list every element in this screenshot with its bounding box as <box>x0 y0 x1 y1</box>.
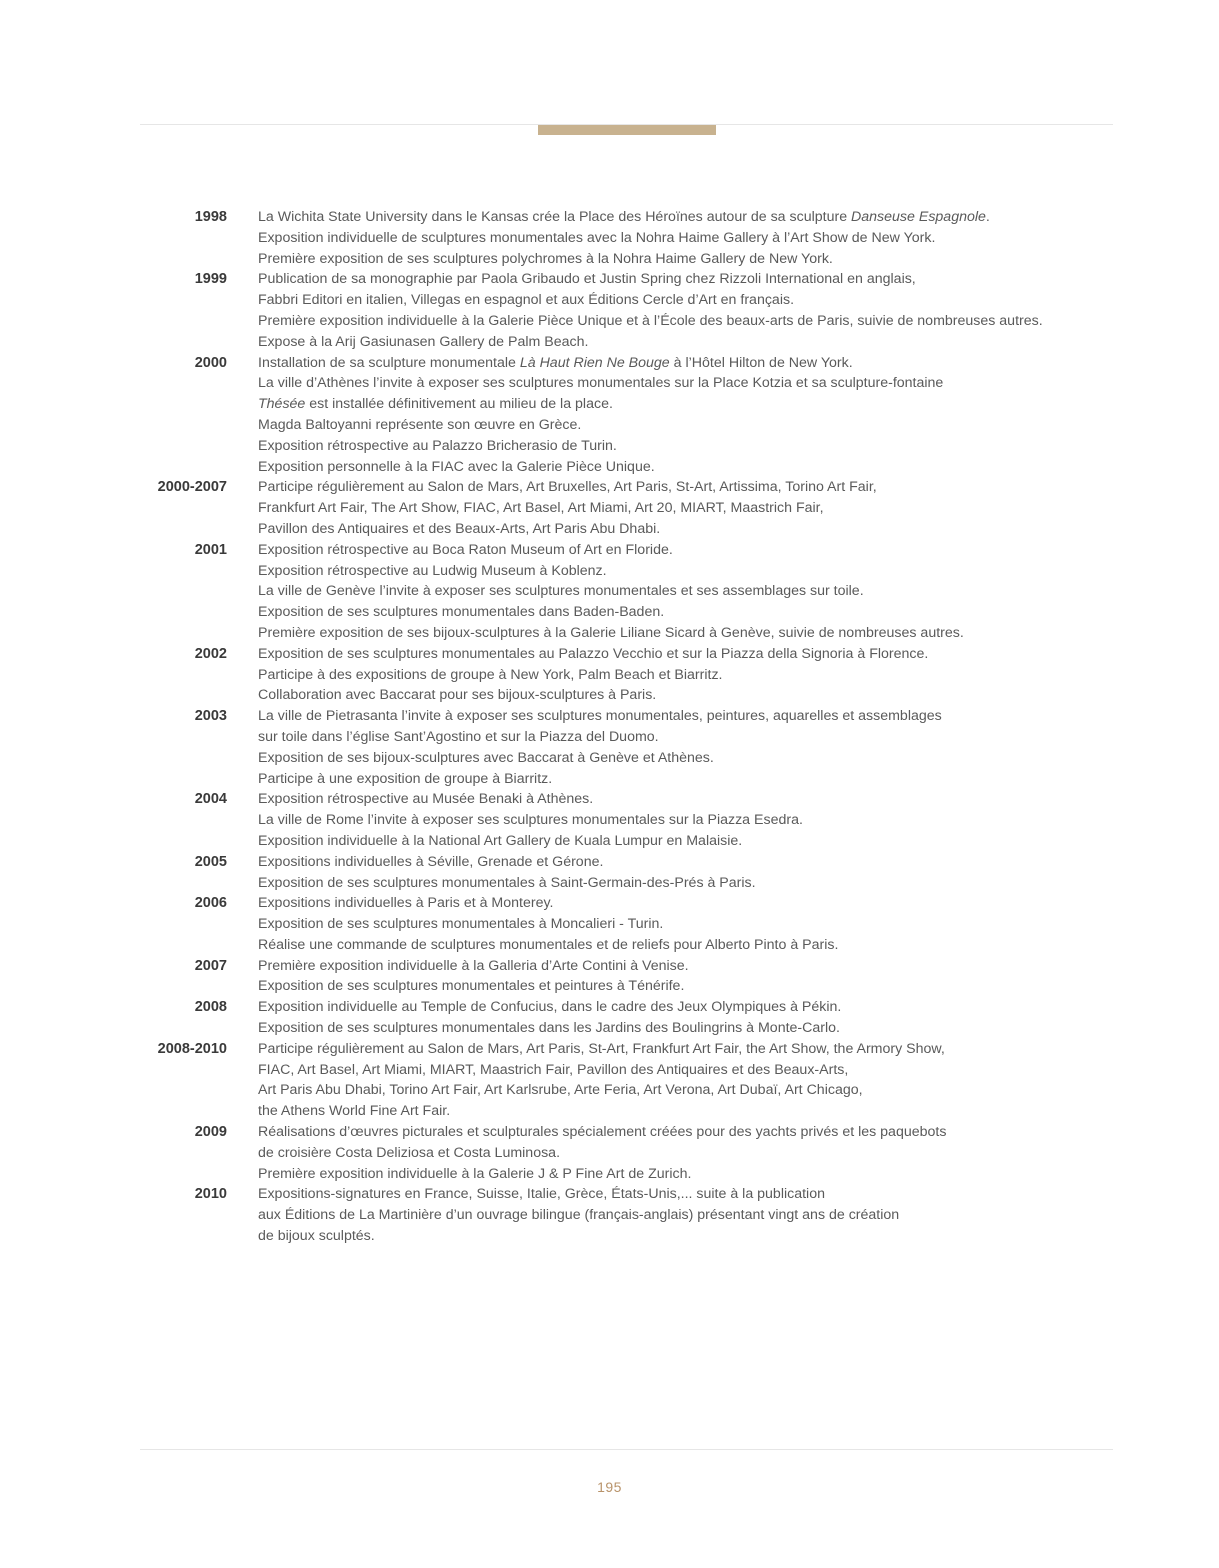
entry-year: 2001 <box>194 541 227 558</box>
line-text: Réalise une commande de sculptures monumentales et de reliefs pour Alberto Pinto à Paris. <box>258 936 839 953</box>
line-text: Exposition de ses sculptures monumentales à Saint-Germain-des-Prés à Paris. <box>258 874 756 891</box>
entry-description <box>258 644 928 706</box>
entry-line <box>258 394 943 415</box>
entry-description <box>258 852 756 894</box>
line-text: Exposition personnelle à la FIAC avec la Galerie Pièce Unique. <box>258 458 655 475</box>
line-text: Participe régulièrement au Salon de Mars, Art Bruxelles, Art Paris, St-Art, Artissima, Torino Art Fair, <box>258 479 877 496</box>
entry-year: 2007 <box>194 957 227 974</box>
entry-line <box>258 1184 899 1205</box>
entry-line <box>258 1164 946 1185</box>
entry-line <box>258 249 990 270</box>
artwork-title: Là Haut Rien Ne Bouge <box>519 354 670 371</box>
chronology-entry <box>0 353 1219 478</box>
entry-year: 2008-2010 <box>157 1040 227 1057</box>
line-text: La ville de Genève l’invite à exposer ses sculptures monumentales et ses assemblages sur toile. <box>258 583 864 600</box>
entry-description <box>258 269 1043 352</box>
line-text: Réalisations d’œuvres picturales et sculpturales spécialement créées pour des yachts privés et les paquebots <box>258 1124 947 1141</box>
chronology-list <box>0 207 1219 1247</box>
page-number: 195 <box>597 1479 622 1495</box>
entry-year: 2010 <box>194 1186 227 1203</box>
entry-year: 2003 <box>194 708 227 725</box>
entry-description <box>258 353 943 478</box>
chronology-entry <box>0 852 1219 894</box>
entry-year: 2004 <box>194 791 227 808</box>
entry-line <box>258 852 756 873</box>
entry-line <box>258 665 928 686</box>
entry-line <box>258 789 803 810</box>
line-text: the Athens World Fine Art Fair. <box>258 1103 451 1120</box>
entry-line <box>258 914 838 935</box>
line-text: Magda Baltoyanni représente son œuvre en Grèce. <box>258 416 582 433</box>
entry-line <box>258 623 964 644</box>
line-text: Fabbri Editori en italien, Villegas en espagnol et aux Éditions Cercle d’Art en français. <box>258 292 795 309</box>
entry-line <box>258 644 928 665</box>
entry-year: 2006 <box>194 895 227 912</box>
entry-year: 2000 <box>194 354 227 371</box>
line-text: est installée définitivement au milieu de la place. <box>305 396 613 413</box>
line-text: aux Éditions de La Martinière d’un ouvrage bilingue (français-anglais) présentant vingt ans de création <box>258 1207 900 1224</box>
entry-line <box>258 810 803 831</box>
line-text: Exposition rétrospective au Palazzo Bricherasio de Turin. <box>258 437 617 454</box>
entry-line <box>258 519 877 540</box>
line-text: Participe à des expositions de groupe à New York, Palm Beach et Biarritz. <box>258 666 723 683</box>
line-text: Publication de sa monographie par Paola Gribaudo et Justin Spring chez Rizzoli International en anglais, <box>258 271 916 288</box>
chronology-entry <box>0 893 1219 955</box>
entry-year: 2000-2007 <box>157 479 227 496</box>
line-text: Expositions-signatures en France, Suisse, Italie, Grèce, États-Unis,... suite à la publication <box>258 1186 825 1203</box>
line-text: Exposition de ses sculptures monumentales à Moncalieri - Turin. <box>258 916 664 933</box>
entry-line <box>258 290 1043 311</box>
line-text: Participe à une exposition de groupe à Biarritz. <box>258 770 553 787</box>
entry-line <box>258 1039 945 1060</box>
line-text: Première exposition individuelle à la Galerie J & P Fine Art de Zurich. <box>258 1165 692 1182</box>
line-text: Exposition de ses bijoux-sculptures avec Baccarat à Genève et Athènes. <box>258 749 714 766</box>
entry-description <box>258 789 803 851</box>
entry-description <box>258 1039 945 1122</box>
chronology-entry <box>0 207 1219 269</box>
line-text: de croisière Costa Deliziosa et Costa Luminosa. <box>258 1144 561 1161</box>
line-text: Exposition rétrospective au Ludwig Museum à Koblenz. <box>258 562 607 579</box>
entry-description <box>258 706 942 789</box>
line-text: Installation de sa sculpture monumentale <box>258 354 520 371</box>
entry-line <box>258 207 990 228</box>
entry-line <box>258 893 838 914</box>
entry-line <box>258 1205 899 1226</box>
line-text: Exposition de ses sculptures monumentales dans Baden-Baden. <box>258 604 665 621</box>
line-text: Expositions individuelles à Paris et à Monterey. <box>258 895 554 912</box>
entry-line <box>258 540 964 561</box>
line-text: La ville de Pietrasanta l’invite à exposer ses sculptures monumentales, peintures, aquarelles et assemblages <box>258 708 942 725</box>
entry-line <box>258 727 942 748</box>
entry-description <box>258 1184 899 1246</box>
entry-line <box>258 976 689 997</box>
entry-line <box>258 935 838 956</box>
entry-line <box>258 1226 899 1247</box>
line-text: Exposition de ses sculptures monumentales au Palazzo Vecchio et sur la Piazza della Signoria à Florence. <box>258 645 929 662</box>
entry-description <box>258 207 990 269</box>
entry-line <box>258 997 841 1018</box>
line-text: Art Paris Abu Dhabi, Torino Art Fair, Art Karlsrube, Arte Feria, Art Verona, Art Dubaï, Art Chicago, <box>258 1082 863 1099</box>
entry-line <box>258 706 942 727</box>
line-text: Exposition rétrospective au Boca Raton Museum of Art en Floride. <box>258 541 673 558</box>
line-text: Frankfurt Art Fair, The Art Show, FIAC, Art Basel, Art Miami, Art 20, MIART, Maastrich Fair, <box>258 500 824 517</box>
entry-line <box>258 581 964 602</box>
chronology-entry <box>0 1122 1219 1184</box>
entry-line <box>258 477 877 498</box>
footer-rule <box>140 1449 1113 1450</box>
header-accent-bar <box>538 125 716 135</box>
entry-line <box>258 1101 945 1122</box>
entry-line <box>258 311 1043 332</box>
line-text: Exposition individuelle de sculptures monumentales avec la Nohra Haime Gallery à l’Art Show de New York. <box>258 229 936 246</box>
chronology-entry <box>0 477 1219 539</box>
line-text: La ville de Rome l’invite à exposer ses sculptures monumentales sur la Piazza Esedra. <box>258 812 803 829</box>
entry-line <box>258 769 942 790</box>
entry-year: 1999 <box>194 271 227 288</box>
entry-line <box>258 373 943 394</box>
entry-line <box>258 956 689 977</box>
line-text: Expositions individuelles à Séville, Grenade et Gérone. <box>258 853 604 870</box>
entry-description <box>258 1122 946 1184</box>
entry-line <box>258 498 877 519</box>
chronology-entry <box>0 1039 1219 1122</box>
entry-description <box>258 997 841 1039</box>
chronology-entry <box>0 540 1219 644</box>
line-text: Exposition de ses sculptures monumentales dans les Jardins des Boulingrins à Monte-Carlo. <box>258 1020 840 1037</box>
entry-line <box>258 1060 945 1081</box>
line-text: FIAC, Art Basel, Art Miami, MIART, Maastrich Fair, Pavillon des Antiquaires et des Beaux-Arts, <box>258 1061 849 1078</box>
entry-line <box>258 831 803 852</box>
line-text: . <box>985 209 990 225</box>
entry-description <box>258 956 689 998</box>
entry-year: 1998 <box>194 209 227 225</box>
entry-year: 2005 <box>194 853 227 870</box>
entry-line <box>258 269 1043 290</box>
entry-line <box>258 1018 841 1039</box>
entry-line <box>258 1143 946 1164</box>
artwork-title: Danseuse Espagnole <box>851 209 986 225</box>
chronology-entry <box>0 789 1219 851</box>
entry-line <box>258 228 990 249</box>
entry-line <box>258 602 964 623</box>
entry-line <box>258 1122 946 1143</box>
line-text: Participe régulièrement au Salon de Mars, Art Paris, St-Art, Frankfurt Art Fair, the Art Show, the Armory Show, <box>258 1040 945 1057</box>
line-text: Première exposition individuelle à la Galerie Pièce Unique et à l’École des beaux-arts de Paris, suivie de nombreuses autres. <box>258 312 1043 329</box>
line-text: Exposition rétrospective au Musée Benaki à Athènes. <box>258 791 594 808</box>
chronology-entry <box>0 706 1219 789</box>
line-text: à l’Hôtel Hilton de New York. <box>669 354 853 371</box>
entry-line <box>258 685 928 706</box>
line-text: La Wichita State University dans le Kansas crée la Place des Héroïnes autour de sa sculpture <box>258 209 852 225</box>
chronology-entry <box>0 1184 1219 1246</box>
entry-line <box>258 353 943 374</box>
entry-line <box>258 415 943 436</box>
line-text: Première exposition de ses bijoux-sculptures à la Galerie Liliane Sicard à Genève, suivie de nombreuses autres. <box>258 624 964 641</box>
entry-line <box>258 561 964 582</box>
entry-description <box>258 477 877 539</box>
line-text: Exposition individuelle au Temple de Confucius, dans le cadre des Jeux Olympiques à Pékin. <box>258 999 842 1016</box>
line-text: Pavillon des Antiquaires et des Beaux-Arts, Art Paris Abu Dhabi. <box>258 520 661 537</box>
line-text: Exposition de ses sculptures monumentales et peintures à Ténérife. <box>258 978 685 995</box>
artwork-title: Thésée <box>258 396 306 413</box>
entry-line <box>258 457 943 478</box>
line-text: La ville d’Athènes l’invite à exposer ses sculptures monumentales sur la Place Kotzia et sa sculpture-fontaine <box>258 375 944 392</box>
chronology-entry <box>0 269 1219 352</box>
line-text: Collaboration avec Baccarat pour ses bijoux-sculptures à Paris. <box>258 687 657 704</box>
line-text: Exposition individuelle à la National Art Gallery de Kuala Lumpur en Malaisie. <box>258 832 743 849</box>
entry-line <box>258 1080 945 1101</box>
chronology-entry <box>0 644 1219 706</box>
entry-year: 2008 <box>194 999 227 1016</box>
chronology-entry <box>0 956 1219 998</box>
entry-description <box>258 540 964 644</box>
line-text: sur toile dans l’église Sant’Agostino et sur la Piazza del Duomo. <box>258 728 659 745</box>
entry-line <box>258 332 1043 353</box>
line-text: Expose à la Arij Gasiunasen Gallery de Palm Beach. <box>258 333 589 350</box>
line-text: de bijoux sculptés. <box>258 1228 375 1245</box>
line-text: Première exposition individuelle à la Galleria d’Arte Contini à Venise. <box>258 957 689 974</box>
entry-description <box>258 893 838 955</box>
entry-line <box>258 436 943 457</box>
line-text: Première exposition de ses sculptures polychromes à la Nohra Haime Gallery de New York. <box>258 250 833 267</box>
entry-line <box>258 873 756 894</box>
chronology-entry <box>0 997 1219 1039</box>
entry-year: 2009 <box>194 1124 227 1141</box>
entry-line <box>258 748 942 769</box>
entry-year: 2002 <box>194 645 227 662</box>
